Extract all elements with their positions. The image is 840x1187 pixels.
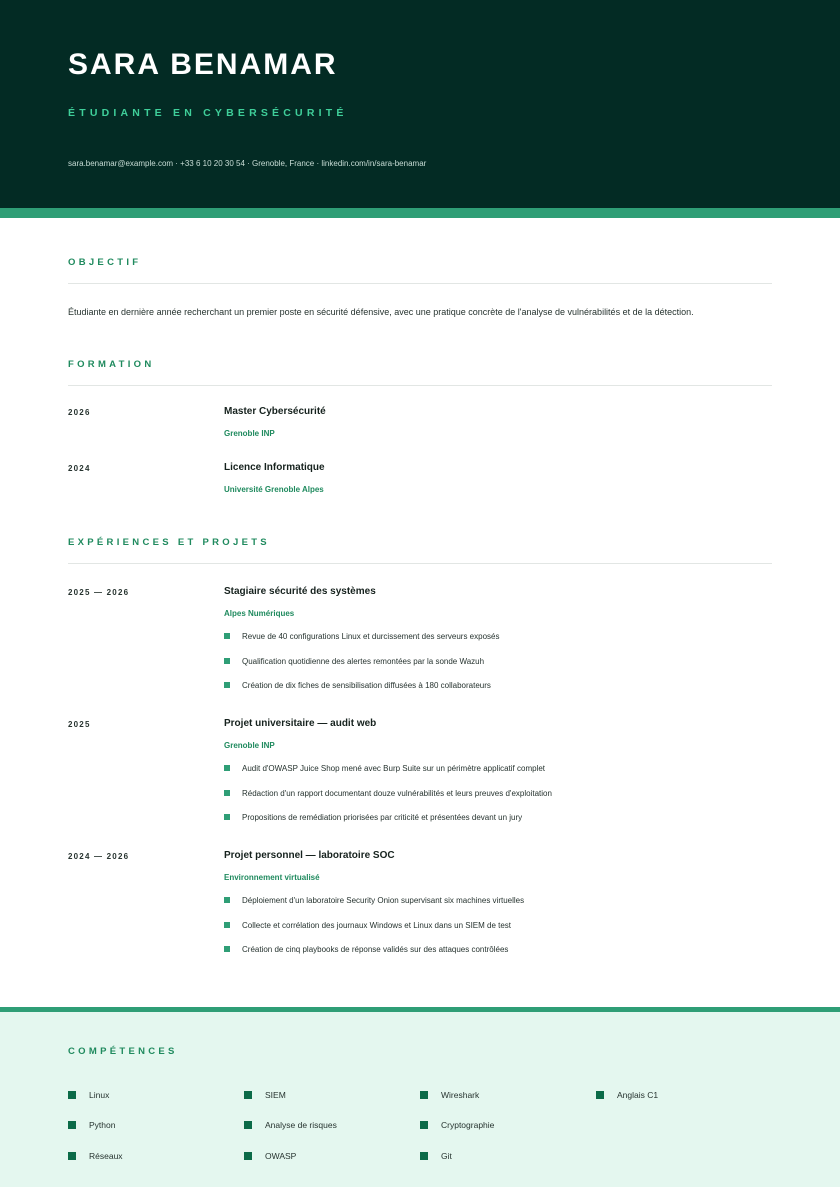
bullet-text: Collecte et corrélation des journaux Windows et Linux dans un SIEM de test [242,920,512,930]
experience-date: 2024 — 2026 [68,852,130,861]
skill-square-icon [68,1152,76,1160]
bullet-square-icon [224,658,230,664]
experience-date: 2025 [68,720,91,729]
skills-accent-stripe [0,1007,840,1012]
resume-header [0,0,840,208]
bullet-text: Déploiement d'un laboratoire Security Onion supervisant six machines virtuelles [242,896,525,905]
skill-square-icon [244,1152,252,1160]
skill-label: Python [89,1120,116,1130]
skill-square-icon [244,1121,252,1129]
skills-heading: COMPÉTENCES [68,1046,178,1057]
bullet-text: Qualification quotidienne des alertes remontées par la sonde Wazuh [242,656,485,666]
skill-item [68,1150,123,1162]
objective-heading: OBJECTIF [68,257,142,268]
candidate-title: ÉTUDIANTE EN CYBERSÉCURITÉ [68,107,348,119]
contact-line: sara.benamar@example.com · +33 6 10 20 30 54 · Grenoble, France · linkedin.com/in/sara-benamar [68,159,427,168]
skill-label: Linux [89,1090,110,1100]
bullet-square-icon [224,946,230,952]
objective-text: Étudiante en dernière année recherchant un premier poste en sécurité défensive, avec une pratique concrète de l'analyse de vulnérabilités et de la détection. [68,307,694,317]
bullet-item [224,631,499,656]
skill-item [420,1150,452,1162]
bullet-text: Rédaction d'un rapport documentant douze vulnérabilités et leurs preuves d'exploitation [242,788,552,798]
bullet-text: Revue de 40 configurations Linux et durcissement des serveurs exposés [242,632,500,641]
skill-label: Analyse de risques [265,1120,337,1130]
education-heading: FORMATION [68,359,155,370]
skill-label: Wireshark [441,1090,480,1100]
bullet-item [224,812,552,837]
bullet-text: Création de dix fiches de sensibilisation diffusées à 180 collaborateurs [242,681,491,690]
skill-square-icon [420,1121,428,1129]
skill-item [244,1089,286,1101]
education-date: 2026 [68,408,91,417]
education-degree: Master Cybersécurité [224,406,326,417]
objective-divider [68,283,772,284]
experience-role: Stagiaire sécurité des systèmes [224,586,376,597]
experience-date: 2025 — 2026 [68,588,130,597]
skill-square-icon [244,1091,252,1099]
skill-item [420,1119,494,1131]
experience-org: Environnement virtualisé [224,873,320,882]
skill-square-icon [596,1091,604,1099]
bullet-item [224,944,524,969]
experience-bullets [224,631,499,705]
bullet-square-icon [224,765,230,771]
candidate-name: SARA BENAMAR [68,48,338,81]
bullet-square-icon [224,922,230,928]
skill-square-icon [420,1091,428,1099]
education-school: Université Grenoble Alpes [224,485,324,494]
skill-label: Réseaux [89,1151,123,1161]
experience-bullets [224,763,552,837]
skill-item [244,1119,337,1131]
bullet-item [224,656,499,681]
education-divider [68,385,772,386]
bullet-text: Audit d'OWASP Juice Shop mené avec Burp Suite sur un périmètre applicatif complet [242,764,546,773]
bullet-item [224,920,524,945]
bullet-square-icon [224,897,230,903]
bullet-text: Création de cinq playbooks de réponse validés sur des attaques contrôlées [242,945,509,954]
skill-item [68,1089,109,1101]
skill-label: Anglais C1 [617,1090,659,1100]
experience-role: Projet personnel — laboratoire SOC [224,850,395,861]
experience-org: Alpes Numériques [224,609,295,618]
education-degree: Licence Informatique [224,462,325,473]
bullet-item [224,788,552,813]
skill-square-icon [68,1121,76,1129]
bullet-square-icon [224,633,230,639]
education-date: 2024 [68,464,91,473]
skill-label: Cryptographie [441,1120,495,1130]
skill-label: SIEM [265,1090,286,1100]
experience-role: Projet universitaire — audit web [224,718,377,729]
bullet-square-icon [224,790,230,796]
header-accent-stripe [0,208,840,218]
education-school: Grenoble INP [224,429,275,438]
skill-square-icon [420,1152,428,1160]
bullet-item [224,895,524,920]
experience-heading: EXPÉRIENCES ET PROJETS [68,537,270,548]
bullet-square-icon [224,682,230,688]
bullet-item [224,680,499,705]
skill-item [68,1119,115,1131]
skill-square-icon [68,1091,76,1099]
skill-item [420,1089,479,1101]
bullet-text: Propositions de remédiation priorisées par criticité et présentées devant un jury [242,813,523,822]
bullet-item [224,763,552,788]
skill-label: OWASP [265,1151,297,1161]
experience-bullets [224,895,524,969]
skill-item [596,1089,658,1101]
skill-item [244,1150,296,1162]
bullet-square-icon [224,814,230,820]
experience-org: Grenoble INP [224,741,275,750]
skill-label: Git [441,1151,452,1161]
experience-divider [68,563,772,564]
